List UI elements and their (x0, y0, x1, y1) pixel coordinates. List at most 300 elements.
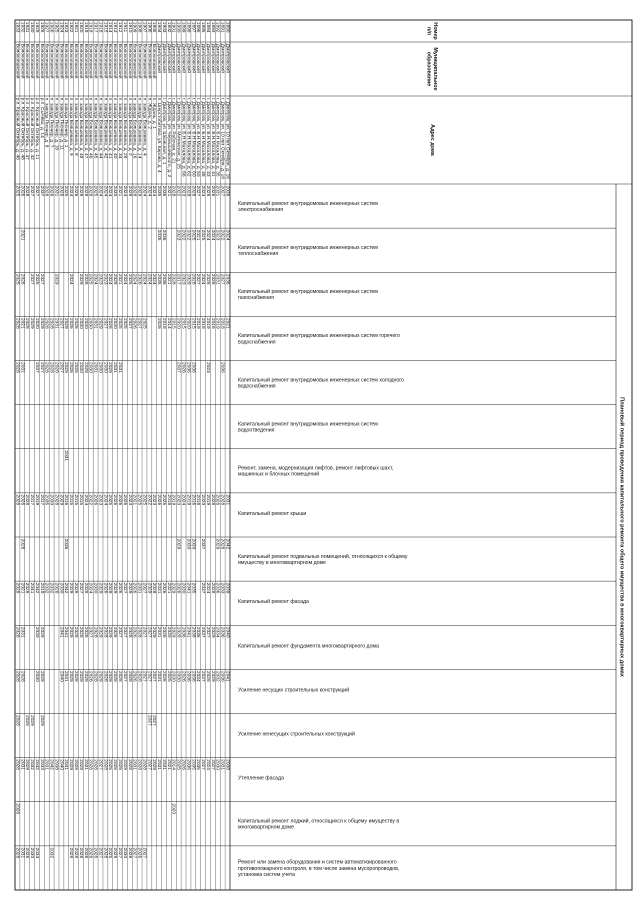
year-cell: 2016 (63, 494, 69, 506)
year-cell: 2037 (200, 626, 206, 638)
year-cell: 2028 (82, 582, 88, 594)
year-cell: 2015 (190, 317, 196, 329)
year-cell: 2022 (175, 185, 181, 197)
year-cell: 2019 (204, 494, 210, 506)
year-cell: 2029 (58, 494, 64, 506)
row-municipality: Волоколамский (97, 43, 103, 79)
row-address: р.п. Красный Октябрь, д. 11 (33, 97, 39, 160)
year-cell: 2028 (73, 582, 79, 594)
year-cell: 2030 (58, 582, 64, 594)
row-number: 1909 (131, 21, 137, 33)
year-cell: 2026 (68, 317, 74, 329)
work-header-1: Капитальный ремонт внутридомовых инженерных систем электроснабжения (238, 200, 378, 213)
row-address: г. Дмитров, ул. Б.Н.Махалова, д. 35 (214, 97, 220, 177)
year-cell: 2028 (112, 273, 118, 285)
year-cell: 2027 (151, 670, 157, 682)
year-cell: 2029 (77, 670, 83, 682)
year-cell: 2042 (48, 759, 54, 770)
year-cell: 2026 (160, 582, 166, 594)
year-cell: 2028 (14, 847, 20, 859)
year-cell: 2024 (204, 582, 210, 594)
row-number: 1900 (175, 21, 181, 33)
year-cell: 2028 (24, 715, 30, 726)
year-cell: 2030 (92, 582, 98, 594)
year-cell: 2020 (200, 494, 206, 506)
row-address: г. Дмитров, ул. Митинская, д. 25 (175, 97, 181, 169)
year-cell: 2029 (29, 317, 35, 329)
year-cell: 2037 (38, 185, 44, 197)
year-cell: 2021 (116, 185, 122, 197)
year-cell: 2019 (214, 317, 220, 329)
year-cell: 2028 (151, 582, 157, 594)
year-cell: 2042 (33, 759, 39, 770)
row-municipality: Дмитровский (165, 43, 171, 73)
year-cell: 2019 (195, 317, 201, 329)
year-cell: 2033 (219, 582, 225, 594)
year-cell: 2028 (14, 626, 20, 638)
row-municipality: Волоколамский (38, 43, 44, 79)
year-cell: 2035 (190, 759, 196, 770)
row-municipality: Волоколамский (131, 43, 137, 79)
year-cell: 2029 (146, 582, 152, 594)
year-cell: 2027 (146, 715, 152, 726)
year-cell: 2028 (14, 582, 20, 594)
year-cell: 2028 (126, 626, 132, 638)
row-address: п. завода Болшевика, д. 14 (136, 97, 142, 159)
year-cell: 2026 (19, 494, 25, 506)
year-cell: 2026 (102, 582, 108, 594)
year-cell: 2026 (73, 317, 79, 329)
row-municipality: Волоколамский (141, 43, 147, 79)
year-cell: 2028 (126, 670, 132, 682)
row-number: 1893 (209, 21, 215, 33)
year-cell: 2042 (33, 582, 39, 594)
year-cell: 2024 (146, 185, 152, 197)
row-municipality: Дмитровский (214, 43, 220, 73)
row-municipality: Волоколамский (82, 43, 88, 79)
year-cell: 2028 (73, 759, 79, 770)
row-address: п. завода Болшевика, д. 46 (87, 97, 93, 159)
row-municipality: Волоколамский (43, 43, 49, 79)
row-number: 1907 (141, 21, 147, 33)
year-cell: 2019 (170, 494, 176, 506)
row-number: 1929 (33, 21, 39, 33)
year-cell: 2023 (151, 494, 157, 506)
row-municipality: Волоколамский (77, 43, 83, 79)
year-cell: 2025 (160, 494, 166, 506)
year-cell: 2028 (82, 185, 88, 197)
year-cell: 2027 (77, 582, 83, 594)
year-cell: 2028 (82, 626, 88, 638)
row-address: п. завода Пионер, д. 18 (53, 97, 59, 151)
year-cell: 2032 (214, 670, 220, 682)
work-header-7: Ремонт, замена, модернизация лифтов, ремонт лифтовых шахт, машинных и блочных помещений (238, 465, 394, 478)
year-cell: 2028 (170, 273, 176, 285)
row-address: п. завода Пионер, д. 7 (48, 97, 54, 148)
year-cell: 2026 (131, 317, 137, 329)
row-address: р.п. Красный Октябрь, д. 48 (14, 97, 20, 160)
year-cell: 2031 (131, 759, 137, 770)
year-cell: 2023 (97, 494, 103, 506)
year-cell: 2030 (87, 317, 93, 329)
row-municipality: Волоколамский (87, 43, 93, 79)
year-cell: 2026 (160, 626, 166, 638)
row-number: 1925 (53, 21, 59, 33)
year-cell: 2028 (73, 670, 79, 682)
row-number: 1904 (156, 21, 162, 33)
year-cell: 2028 (170, 185, 176, 197)
year-cell: 2026 (180, 362, 186, 373)
year-cell: 2027 (116, 626, 122, 638)
year-cell: 2028 (209, 494, 215, 506)
year-cell: 2018 (165, 494, 171, 506)
row-address: п. завода Болшевика, д. 48 (77, 97, 83, 159)
row-municipality: Дмитровский (224, 43, 230, 73)
year-cell: 2031 (116, 362, 122, 373)
year-cell: 2036 (180, 626, 186, 638)
year-cell: 2029 (170, 626, 176, 638)
year-cell: 2024 (107, 185, 113, 197)
year-cell: 2028 (204, 273, 210, 285)
year-cell: 2031 (214, 273, 220, 285)
year-cell: 2035 (190, 582, 196, 594)
year-cell: 2023 (126, 494, 132, 506)
year-cell: 2027 (146, 626, 152, 638)
row-address: г. Дмитров, ул. Б.Н.Махалова, д. 50 (195, 97, 201, 177)
year-cell: 2026 (136, 847, 142, 859)
year-cell: 2024 (97, 185, 103, 197)
year-cell: 2029 (77, 273, 83, 285)
year-cell: 2021 (19, 317, 25, 329)
year-cell: 2022 (219, 229, 225, 241)
year-cell: 2024 (92, 273, 98, 285)
year-cell: 2025 (14, 185, 20, 197)
year-cell: 2029 (29, 715, 35, 726)
year-cell: 2026 (43, 185, 49, 197)
year-cell: 2030 (48, 494, 54, 506)
year-cell: 2029 (63, 362, 69, 373)
year-cell: 2022 (87, 494, 93, 506)
year-cell: 2021 (165, 273, 171, 285)
year-cell: 2028 (19, 538, 25, 550)
header-number: Номерп/п (425, 22, 438, 40)
year-cell: 2026 (116, 759, 122, 770)
row-number: 1910 (126, 21, 132, 33)
year-cell: 2029 (126, 185, 132, 197)
year-cell: 2024 (180, 494, 186, 506)
row-address: п. завода Болшевика, д. 2 (126, 97, 132, 156)
year-cell: 2028 (209, 582, 215, 594)
row-address: г. Дмитров, ул. Б.Н.Махалова, д. 41 (209, 97, 215, 177)
year-cell: 2023 (214, 229, 220, 241)
year-cell: 2029 (77, 759, 83, 770)
year-cell: 2024 (102, 185, 108, 197)
year-cell: 2017 (175, 273, 181, 285)
row-number: 1905 (151, 21, 157, 33)
row-address: п. завода Болшевика, д. 34 (116, 97, 122, 159)
year-cell: 2031 (219, 759, 225, 770)
year-cell: 2028 (102, 759, 108, 770)
year-cell: 2041 (58, 626, 64, 638)
row-number: 1922 (68, 21, 74, 33)
year-cell: 2026 (112, 759, 118, 770)
row-number: 1908 (136, 21, 142, 33)
row-address: г. Дмитров, ул. Б.Н.Махалова, д. 43 (204, 97, 210, 177)
year-cell: 2024 (204, 362, 210, 373)
row-municipality: Дмитровский (156, 43, 162, 73)
year-cell: 2026 (209, 185, 215, 197)
year-cell: 2015 (68, 494, 74, 506)
year-cell: 2030 (112, 317, 118, 329)
year-cell: 2031 (53, 185, 59, 197)
year-cell: 2029 (97, 317, 103, 329)
year-cell: 2028 (92, 759, 98, 770)
row-number: 1920 (77, 21, 83, 33)
row-municipality: Волоколамский (63, 43, 69, 79)
year-cell: 2028 (190, 185, 196, 197)
year-cell: 2031 (53, 317, 59, 329)
year-cell: 2029 (126, 582, 132, 594)
year-cell: 2035 (195, 759, 201, 770)
year-cell: 2036 (185, 670, 191, 682)
year-cell: 2027 (97, 759, 103, 770)
row-address: р.п. Красный Октябрь, д. 47 (24, 97, 30, 160)
row-number: 1913 (112, 21, 118, 33)
year-cell: 2015 (180, 317, 186, 329)
row-municipality: Волоколамский (24, 43, 30, 79)
year-cell: 2036 (190, 362, 196, 373)
year-cell: 2018 (200, 317, 206, 329)
row-address: г. Дмитров, ул. Рабочая, д. 21 (170, 97, 176, 164)
year-cell: 2031 (19, 847, 25, 859)
year-cell: 2031 (19, 362, 25, 373)
year-cell: 2016 (190, 494, 196, 506)
row-number: 1931 (24, 21, 30, 33)
year-cell: 2024 (82, 494, 88, 506)
row-address: п. завода Болшевика, д. 44 (97, 97, 103, 159)
year-cell: 2038 (190, 626, 196, 638)
year-cell: 2026 (156, 494, 162, 506)
year-cell: 2031 (160, 759, 166, 770)
row-address: г. Дмитров, ул. Школьная, д. 1 (160, 97, 166, 165)
year-cell: 2026 (131, 582, 137, 594)
row-number: 1919 (82, 21, 88, 33)
work-header-15: Капитальный ремонт лоджий, относящихся к общему имуществу в многоквартирном доме (238, 818, 400, 831)
year-cell: 2029 (170, 582, 176, 594)
year-cell: 2036 (160, 273, 166, 285)
row-number: 1921 (73, 21, 79, 33)
year-cell: 2029 (107, 582, 113, 594)
row-number: 1914 (107, 21, 113, 33)
year-cell: 2021 (19, 229, 25, 241)
year-cell: 2029 (24, 759, 30, 770)
year-cell: 2042 (224, 538, 230, 550)
row-address: г. Дмитров, ул. Б.Н.Махалова, д. 60 (190, 97, 196, 177)
year-cell: 2020 (185, 317, 191, 329)
year-cell: 2024 (121, 273, 127, 285)
year-cell: 2023 (97, 273, 103, 285)
header-address: Адрес дома (429, 124, 435, 156)
year-cell: 2029 (68, 759, 74, 770)
year-cell: 2020 (175, 494, 181, 506)
row-address: р.п. Сычёво, д. 14 (38, 97, 44, 138)
year-cell: 2030 (97, 362, 103, 373)
year-cell: 2028 (24, 582, 30, 594)
year-cell: 2031 (156, 582, 162, 594)
year-cell: 2029 (63, 317, 69, 329)
row-municipality: Волоколамский (48, 43, 54, 79)
year-cell: 2029 (38, 626, 44, 638)
year-cell: 2028 (82, 362, 88, 373)
year-cell: 2037 (200, 670, 206, 682)
year-cell: 2028 (136, 670, 142, 682)
year-cell: 2031 (19, 626, 25, 638)
year-cell: 2024 (200, 185, 206, 197)
year-cell: 2036 (185, 759, 191, 770)
year-cell: 2018 (219, 317, 225, 329)
year-cell: 2027 (141, 670, 147, 682)
year-cell: 2025 (175, 759, 181, 770)
year-cell: 2030 (112, 185, 118, 197)
year-cell: 2028 (73, 626, 79, 638)
year-cell: 2026 (156, 317, 162, 329)
row-number: 1927 (43, 21, 49, 33)
year-cell: 2031 (92, 317, 98, 329)
row-address: п. завода Болшевика, д. 8 (73, 97, 79, 156)
row-number: 1898 (185, 21, 191, 33)
year-cell: 2029 (68, 626, 74, 638)
year-cell: 2030 (185, 538, 191, 550)
year-cell: 2034 (195, 670, 201, 682)
year-cell: 2029 (185, 273, 191, 285)
year-cell: 2028 (112, 847, 118, 859)
year-cell: 2015 (73, 494, 79, 506)
year-cell: 2023 (102, 273, 108, 285)
year-cell: 2017 (29, 494, 35, 506)
year-cell: 2027 (141, 626, 147, 638)
year-cell: 2027 (97, 847, 103, 859)
year-cell: 2028 (53, 362, 59, 373)
year-cell: 2024 (107, 273, 113, 285)
year-cell: 2024 (131, 273, 137, 285)
year-cell: 2014 (170, 759, 176, 770)
year-cell: 2025 (200, 229, 206, 241)
year-cell: 2017 (38, 494, 44, 506)
year-cell: 2027 (209, 759, 215, 770)
year-cell: 2031 (43, 759, 49, 770)
row-number: 1924 (58, 21, 64, 33)
year-cell: 2027 (141, 582, 147, 594)
row-municipality: Волоколамский (14, 43, 20, 79)
row-municipality: Дмитровский (195, 43, 201, 73)
work-header-9: Капитальный ремонт подвальных помещений, относящихся к общему имуществу в многоквартирном доме (238, 553, 408, 566)
year-cell: 2028 (14, 494, 20, 506)
year-cell: 2026 (160, 670, 166, 682)
year-cell: 2030 (29, 847, 35, 859)
row-address: п. завода Болшевика, д. 42 (102, 97, 108, 159)
year-cell: 2026 (92, 494, 98, 506)
year-cell: 2026 (112, 626, 118, 638)
year-cell: 2036 (219, 362, 225, 373)
year-cell: 2040 (58, 670, 64, 682)
year-cell: 2027 (33, 185, 39, 197)
year-cell: 2026 (73, 185, 79, 197)
row-municipality: Волоколамский (68, 43, 74, 79)
row-municipality: Волоколамский (107, 43, 113, 79)
year-cell: 2028 (102, 670, 108, 682)
year-cell: 2028 (102, 626, 108, 638)
year-cell: 2031 (136, 582, 142, 594)
year-cell: 2030 (175, 670, 181, 682)
year-cell: 2024 (151, 273, 157, 285)
row-address: п. завода Пионер, д. 8 (43, 97, 49, 148)
year-cell: 2028 (92, 670, 98, 682)
year-cell: 2026 (180, 670, 186, 682)
work-header-4: Капитальный ремонт внутридомовых инженерных систем горячего водоснабжения (238, 333, 400, 346)
year-cell: 2026 (73, 362, 79, 373)
row-number: 1928 (38, 21, 44, 33)
year-cell: 2039 (224, 582, 230, 594)
year-cell: 2032 (43, 582, 49, 594)
row-number: 1930 (29, 21, 35, 33)
year-cell: 2025 (141, 494, 147, 506)
year-cell: 2022 (180, 229, 186, 241)
year-cell: 2026 (180, 759, 186, 770)
year-cell: 2026 (214, 494, 220, 506)
header-group-label: Плановый период проведения капитального ремонта общего имущества в многоквартирных домах (618, 397, 625, 677)
year-cell: 2029 (136, 185, 142, 197)
year-cell: 2027 (38, 362, 44, 373)
year-cell: 2030 (190, 538, 196, 550)
year-cell: 2021 (224, 317, 230, 329)
year-cell: 2021 (165, 185, 171, 197)
year-cell: 2030 (33, 626, 39, 638)
row-municipality: Волоколамский (73, 43, 79, 79)
year-cell: 2025 (116, 317, 122, 329)
row-municipality: Волоколамский (19, 43, 25, 79)
year-cell: 2028 (136, 626, 142, 638)
year-cell: 2041 (63, 626, 69, 638)
row-number: 1926 (48, 21, 54, 33)
row-municipality: Дмитровский (160, 43, 166, 73)
row-number: 1897 (190, 21, 196, 33)
row-address: п. Ждань, д. 2 (146, 97, 152, 129)
year-cell: 2015 (77, 494, 83, 506)
year-cell: 2027 (136, 317, 142, 329)
work-header-2: Капитальный ремонт внутридомовых инженерных систем теплоснабжения (238, 244, 378, 258)
year-cell: 2028 (14, 362, 20, 373)
year-cell: 2029 (214, 538, 220, 550)
year-cell: 2026 (116, 582, 122, 594)
year-cell: 2026 (87, 670, 93, 682)
year-cell: 2026 (19, 185, 25, 197)
year-cell: 2030 (180, 582, 186, 594)
row-municipality: Дмитровский (180, 43, 186, 73)
year-cell: 2024 (209, 229, 215, 241)
year-cell: 2032 (48, 847, 54, 859)
year-cell: 2022 (185, 229, 191, 241)
row-address: г. Дмитров, ул. 10 лет Октября, д. 18 (219, 97, 225, 179)
year-cell: 2025 (190, 229, 196, 241)
row-municipality: Волоколамский (53, 43, 59, 79)
year-cell: 2028 (87, 185, 93, 197)
year-cell: 2027 (38, 273, 44, 285)
year-cell: 2026 (209, 273, 215, 285)
work-header-5: Капитальный ремонт внутридомовых инженерных систем холодного водоснабжения (238, 377, 404, 390)
year-cell: 2028 (24, 847, 30, 859)
year-cell: 2028 (126, 759, 132, 770)
year-cell: 2030 (165, 626, 171, 638)
